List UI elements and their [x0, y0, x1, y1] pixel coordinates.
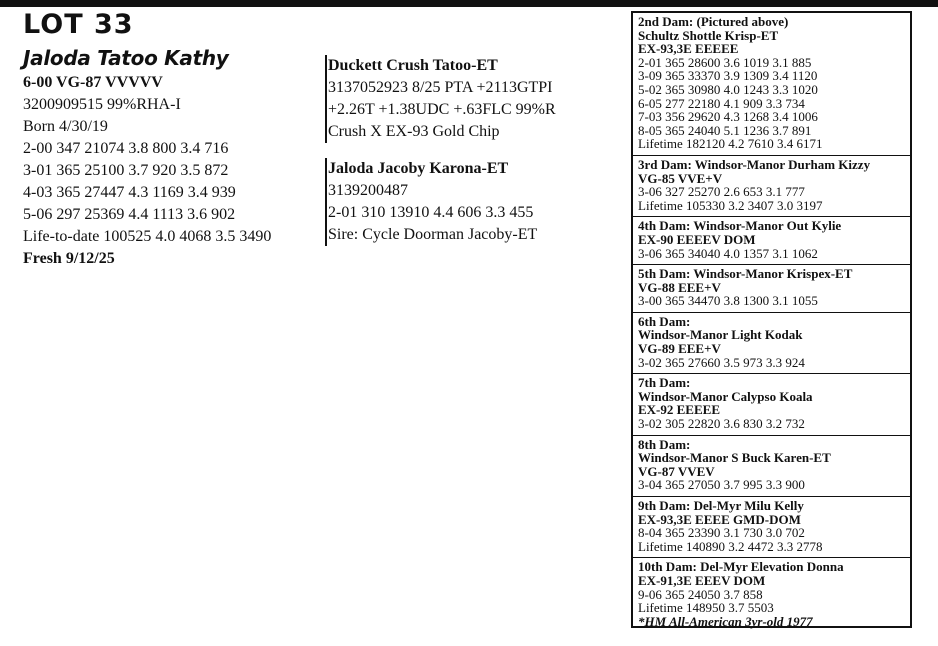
- pedigree-entry-line: EX-93,3E EEEE GMD-DOM: [638, 511, 801, 527]
- pedigree-entry-line: Lifetime 140890 3.2 4472 3.3 2778: [638, 538, 823, 554]
- pedigree-entry-heading: 9th Dam: Del-Myr Milu Kelly: [638, 498, 804, 513]
- pedigree-entry-line: Lifetime 148950 3.7 5503: [638, 600, 774, 616]
- dam-info-line: 2-01 310 13910 4.4 606 3.3 455: [328, 204, 534, 221]
- sire-block: [325, 55, 615, 143]
- pedigree-entry-line: EX-91,3E EEEV DOM: [638, 572, 766, 588]
- cow-birthdate: Born 4/30/19: [23, 118, 108, 135]
- pedigree-entry-line: EX-90 EEEEV DOM: [638, 231, 756, 247]
- pedigree-entry: [638, 376, 910, 430]
- sire-info-line: +2.26T +1.38UDC +.63FLC 99%R: [328, 101, 556, 118]
- life-to-date-record: Life-to-date 100525 4.0 4068 3.5 3490: [23, 228, 272, 245]
- pedigree-divider: [633, 216, 910, 217]
- pedigree-entry-line: EX-93,3E EEEEE: [638, 41, 739, 57]
- pedigree-entry: [638, 499, 910, 553]
- pedigree-entry-line: *HM All-American 3yr-old 1977: [638, 613, 813, 629]
- pedigree-entry-line: 8-04 365 23390 3.1 730 3.0 702: [638, 525, 805, 541]
- top-border-bar: [0, 0, 938, 7]
- sire-info-line: 3137052923 8/25 PTA +2113GTPI: [328, 79, 553, 96]
- pedigree-entry-heading: 5th Dam: Windsor-Manor Krispex-ET: [638, 266, 853, 282]
- pedigree-entry: [638, 219, 910, 260]
- pedigree-entry-heading: 8th Dam:: [638, 436, 691, 452]
- parents-column: [325, 55, 615, 246]
- pedigree-divider: [633, 496, 910, 497]
- production-record: 5-06 297 25369 4.4 1113 3.6 902: [23, 206, 236, 223]
- pedigree-entry-line: 3-04 365 27050 3.7 995 3.3 900: [638, 477, 805, 493]
- pedigree-entry-heading: 7th Dam:: [638, 375, 691, 391]
- pedigree-entry-heading: 4th Dam: Windsor-Manor Out Kylie: [638, 218, 842, 234]
- cow-name: Jaloda Tatoo Kathy: [23, 46, 229, 70]
- dam-name: Jaloda Jacoby Karona-ET: [328, 160, 509, 177]
- pedigree-entry: [638, 560, 910, 628]
- cow-classification: 6-00 VG-87 VVVVV: [23, 74, 163, 91]
- pedigree-entry-line: 3-09 365 33370 3.9 1309 3.4 1120: [638, 68, 818, 84]
- pedigree-entry-line: 3-02 365 27660 3.5 973 3.3 924: [638, 354, 805, 370]
- pedigree-divider: [633, 373, 910, 374]
- pedigree-entry-line: 5-02 365 30980 4.0 1243 3.3 1020: [638, 81, 818, 97]
- fresh-date: Fresh 9/12/25: [23, 250, 115, 267]
- production-record: 2-00 347 21074 3.8 800 3.4 716: [23, 140, 229, 157]
- production-record: 3-01 365 25100 3.7 920 3.5 872: [23, 162, 229, 179]
- maternal-pedigree-box: [631, 11, 912, 628]
- pedigree-entry-line: VG-87 VVEV: [638, 463, 715, 479]
- pedigree-entry-line: Windsor-Manor Calypso Koala: [638, 388, 813, 404]
- cow-details: [23, 44, 323, 270]
- pedigree-entry-line: 9-06 365 24050 3.7 858: [638, 586, 763, 602]
- pedigree-entry-heading: 10th Dam: Del-Myr Elevation Donna: [638, 559, 844, 575]
- pedigree-entry-line: 6-05 277 22180 4.1 909 3.3 734: [638, 95, 805, 111]
- pedigree-entry-line: 3-02 305 22820 3.6 830 3.2 732: [638, 416, 805, 432]
- cow-registration: 3200909515 99%RHA-I: [23, 96, 181, 113]
- pedigree-divider: [633, 435, 910, 436]
- pedigree-entry-line: 3-06 327 25270 2.6 653 3.1 777: [638, 184, 805, 200]
- pedigree-entry-line: 3-06 365 34040 4.0 1357 3.1 1062: [638, 245, 818, 261]
- pedigree-divider: [633, 312, 910, 313]
- pedigree-entry-heading: 6th Dam:: [638, 313, 691, 329]
- pedigree-entry-heading: 2nd Dam: (Pictured above): [638, 14, 789, 29]
- pedigree-entry-line: Schultz Shottle Krisp-ET: [638, 27, 779, 43]
- dam-info-line: 3139200487: [328, 182, 408, 199]
- pedigree-entry-line: VG-85 VVE+V: [638, 170, 723, 186]
- pedigree-divider: [633, 264, 910, 265]
- pedigree-entry-line: Lifetime 105330 3.2 3407 3.0 3197: [638, 197, 823, 213]
- pedigree-entry-line: VG-89 EEE+V: [638, 341, 721, 357]
- pedigree-entry-line: 7-03 356 29620 4.3 1268 3.4 1006: [638, 109, 818, 125]
- pedigree-entry-line: Windsor-Manor Light Kodak: [638, 327, 803, 343]
- pedigree-entry: [638, 158, 910, 212]
- pedigree-entry-line: VG-88 EEE+V: [638, 279, 721, 295]
- production-record: 4-03 365 27447 4.3 1169 3.4 939: [23, 184, 236, 201]
- pedigree-divider: [633, 557, 910, 558]
- pedigree-entry: [638, 267, 910, 308]
- dam-block: [325, 158, 615, 246]
- pedigree-entry-line: Windsor-Manor S Buck Karen-ET: [638, 450, 831, 466]
- pedigree-entry-line: 8-05 365 24040 5.1 1236 3.7 891: [638, 122, 812, 138]
- pedigree-entry-heading: 3rd Dam: Windsor-Manor Durham Kizzy: [638, 156, 871, 172]
- pedigree-entry-line: 3-00 365 34470 3.8 1300 3.1 1055: [638, 293, 818, 309]
- pedigree-divider: [633, 155, 910, 156]
- pedigree-entry: [638, 438, 910, 492]
- dam-info-line: Sire: Cycle Doorman Jacoby-ET: [328, 226, 538, 243]
- pedigree-entry: [638, 315, 910, 369]
- pedigree-entry-line: Lifetime 182120 4.2 7610 3.4 6171: [638, 136, 823, 152]
- lot-number: LOT 33: [23, 9, 134, 40]
- sire-name: Duckett Crush Tatoo-ET: [328, 57, 498, 74]
- pedigree-entry: [638, 15, 910, 151]
- sire-info-line: Crush X EX-93 Gold Chip: [328, 123, 500, 140]
- pedigree-entry-line: EX-92 EEEEE: [638, 402, 720, 418]
- pedigree-entry-line: 2-01 365 28600 3.6 1019 3.1 885: [638, 54, 812, 70]
